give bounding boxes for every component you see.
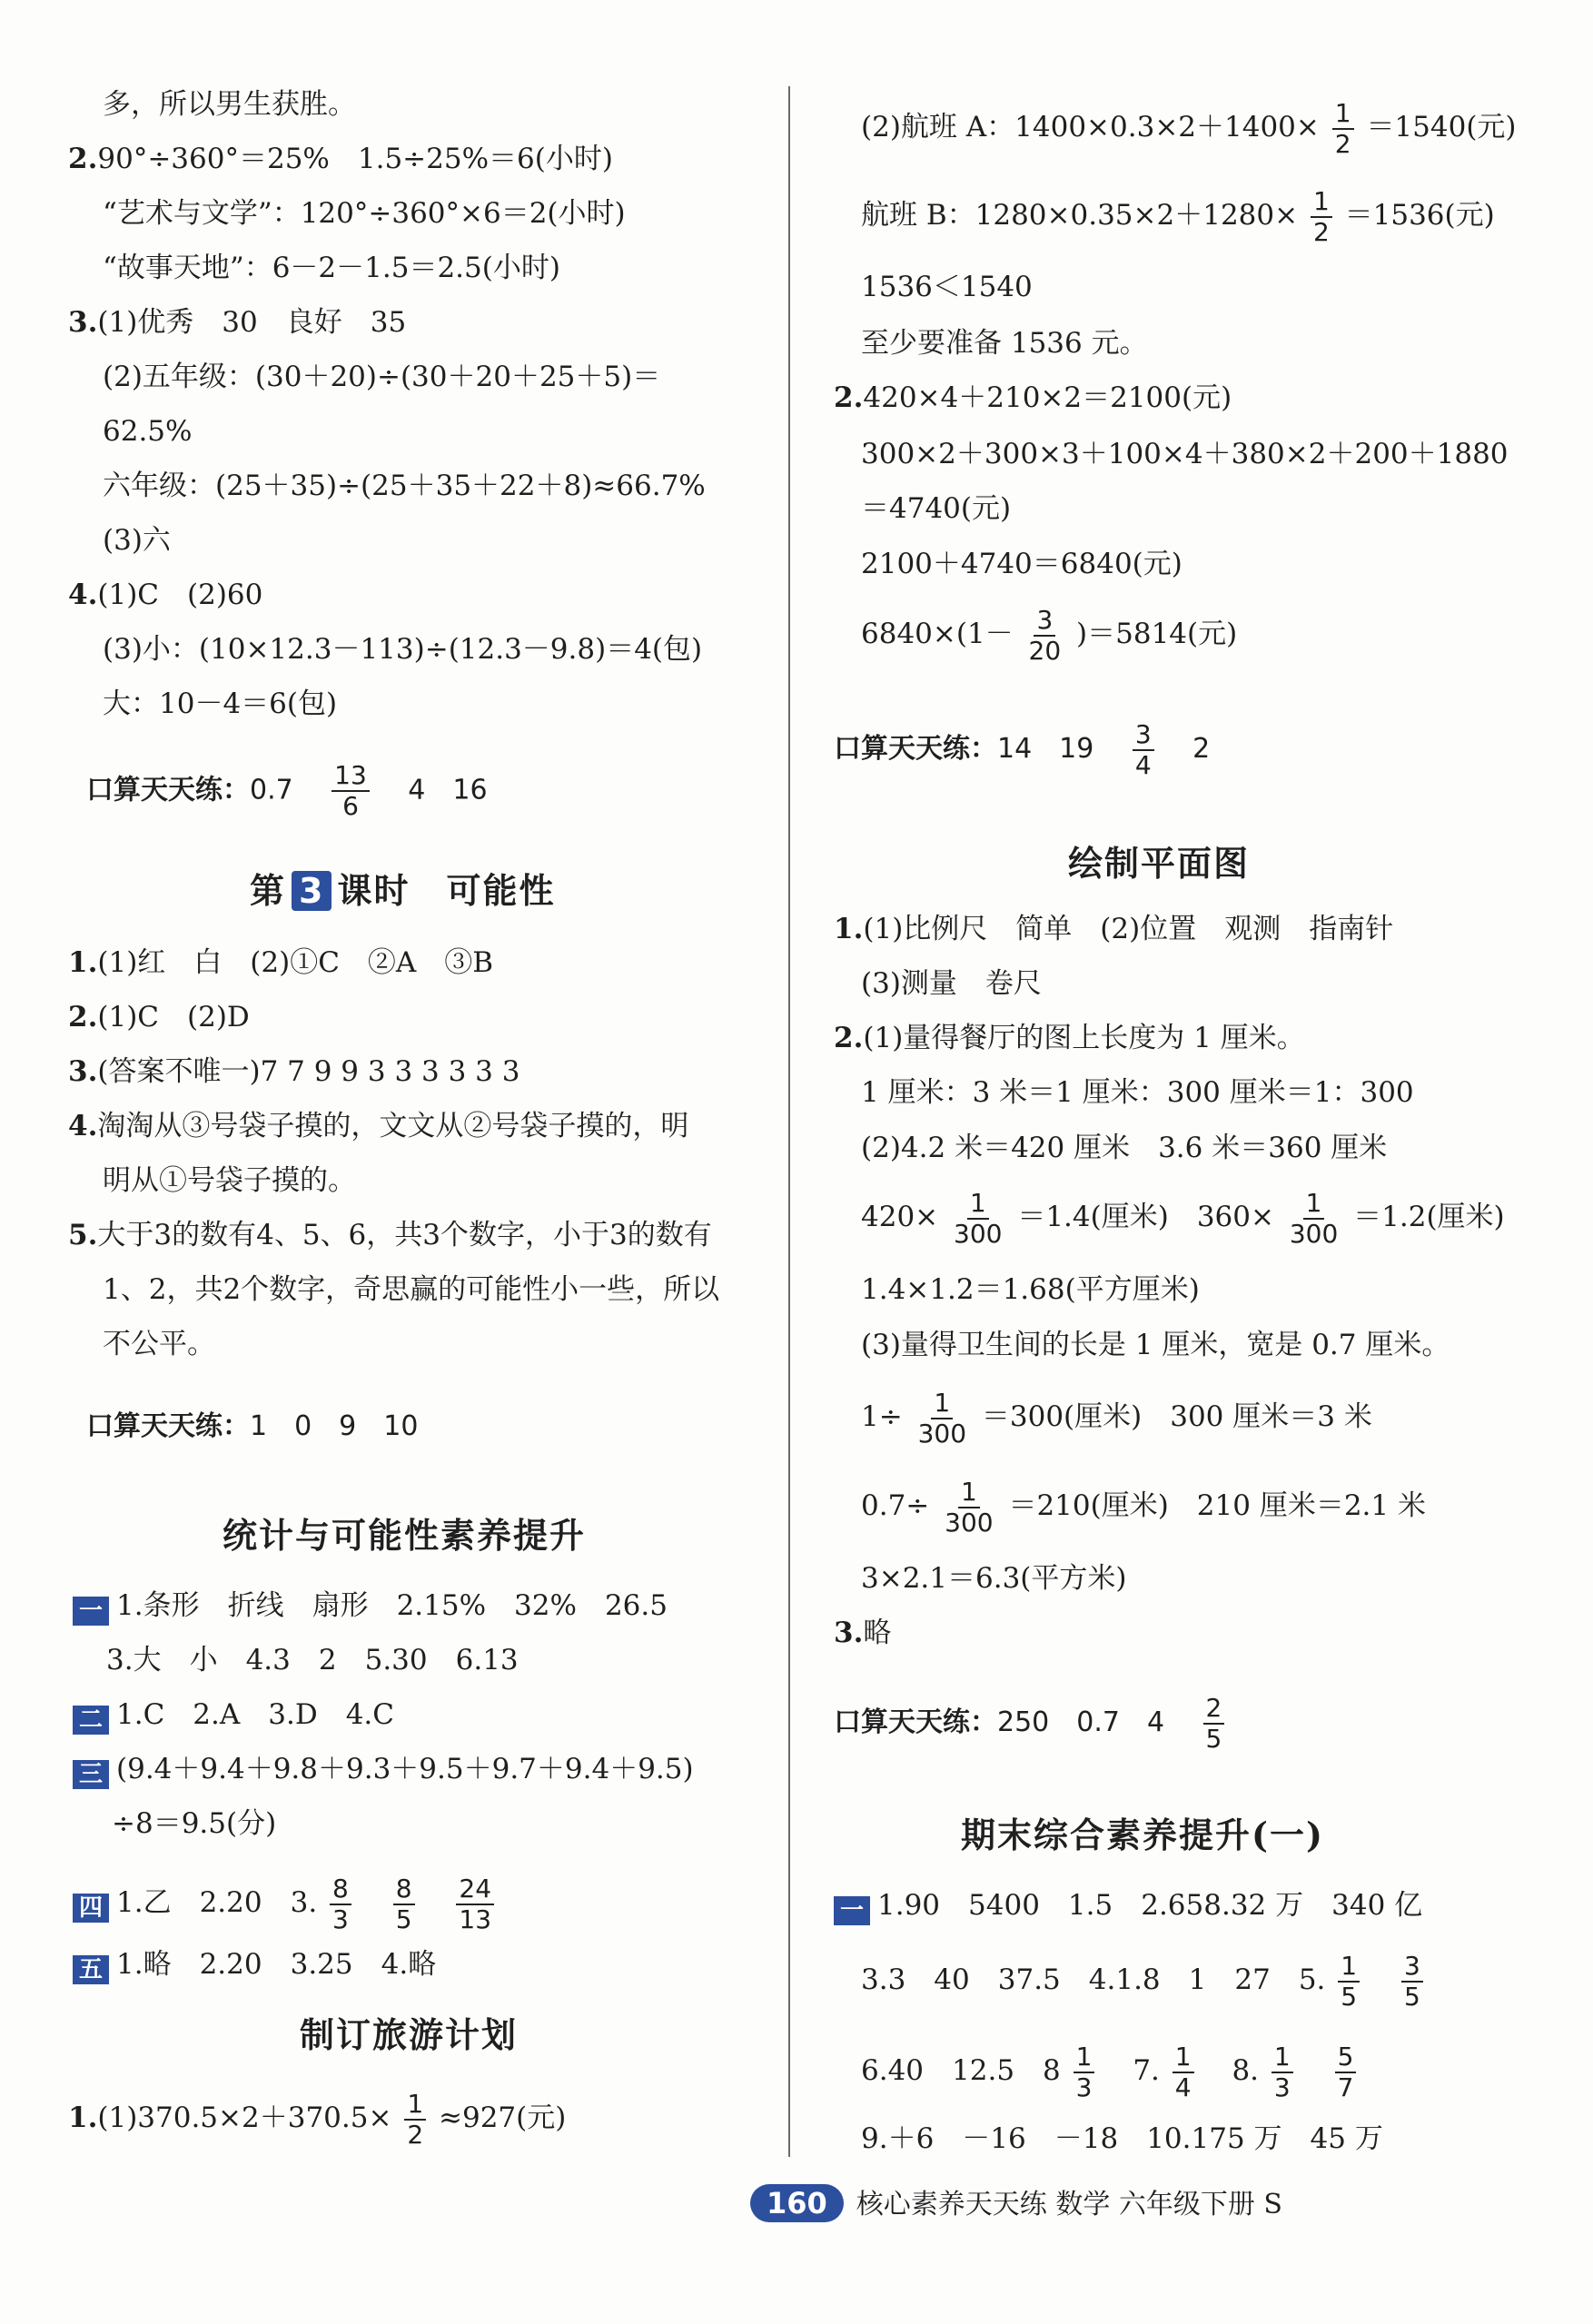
section-heading: 绘制平面图 [1068, 843, 1251, 884]
answer-line: (3)测量 卷尺 [861, 967, 1042, 1000]
fraction: $\frac{24}{13}$ [456, 1874, 494, 1934]
fraction: $\frac{1}{2}$ [1311, 187, 1332, 247]
answer-line: 2.90°÷360°＝25% 1.5÷25%＝6(小时) [68, 143, 613, 175]
answer-line: 1.(1)红 白 (2)①C ②A ③B [68, 946, 494, 979]
fraction: $\frac{1}{5}$ [1338, 1952, 1360, 2012]
fraction: $\frac{3}{4}$ [1133, 720, 1154, 780]
book-title: 核心素养天天练 数学 六年级下册 S [856, 2189, 1282, 2220]
answer-line: 300×2＋300×3＋100×4＋380×2＋200＋1880 [861, 438, 1509, 470]
section-heading: 制订旅游计划 [300, 2014, 519, 2055]
answer-line: 一 1.条形 折线 扇形 2.15% 32% 26.5 [73, 1585, 668, 1627]
mental-math-row: 口算天天练：14 19 $\frac{3}{4}$ 2 [834, 718, 1211, 780]
answer-line: 1.(1)370.5×2＋370.5× $\frac{1}{2}$ ≈927(元) [68, 2088, 567, 2150]
answer-line: (2)4.2 米＝420 厘米 3.6 米＝360 厘米 [861, 1132, 1388, 1164]
fraction: $\frac{8}{3}$ [330, 1874, 351, 1934]
page-number: 160 [750, 2184, 844, 2222]
answer-line: (2)五年级：(30＋20)÷(30＋20＋25＋5)＝ [103, 361, 661, 393]
answer-line: 2.420×4＋210×2＝2100(元) [834, 381, 1232, 414]
answer-line: 航班 B：1280×0.35×2＋1280× $\frac{1}{2}$ ＝1536(元) [861, 185, 1495, 247]
fraction: $\frac{1}{2}$ [404, 2090, 426, 2150]
answer-line: 一 1.90 5400 1.5 2.658.32 万 340 亿 [834, 1884, 1422, 1926]
answer-line: 4.淘淘从③号袋子摸的，文文从②号袋子摸的，明 [68, 1110, 689, 1142]
answer-line: 1 厘米：3 米＝1 厘米：300 厘米＝1：300 [861, 1076, 1414, 1109]
section-marker: 一 [834, 1896, 870, 1925]
section-marker: 一 [73, 1597, 109, 1626]
fraction: $\frac{1}{3}$ [1271, 2042, 1293, 2102]
answer-line: 1536＜1540 [861, 271, 1033, 303]
fraction: $\frac{1}{2}$ [1332, 99, 1354, 159]
answer-line: 1、2，共2个数字，奇思赢的可能性小一些，所以 [103, 1273, 720, 1306]
page-footer [750, 2181, 1282, 2222]
answer-line: 六年级：(25＋35)÷(25＋35＋22＋8)≈66.7% [103, 470, 706, 502]
column-divider [788, 86, 790, 2157]
fraction: $\frac{3}{20}$ [1028, 604, 1062, 666]
section-marker: 三 [73, 1760, 109, 1789]
fraction: $\frac{1}{4}$ [1172, 2042, 1194, 2102]
fraction: $\frac{8}{5}$ [393, 1874, 415, 1934]
answer-line: 明从①号袋子摸的。 [103, 1164, 356, 1197]
fraction: $\frac{1}{3}$ [1074, 2042, 1095, 2102]
answer-line: 3.(答案不唯一)7 7 9 9 3 3 3 3 3 3 [68, 1055, 520, 1088]
fraction: $\frac{3}{5}$ [1401, 1952, 1423, 2012]
answer-line: (3)量得卫生间的长是 1 厘米，宽是 0.7 厘米。 [861, 1329, 1450, 1361]
answer-line: “艺术与文学”：120°÷360°×6＝2(小时) [103, 197, 626, 230]
fraction: $\frac{13}{6}$ [331, 761, 370, 821]
section-heading: 统计与可能性素养提升 [223, 1515, 587, 1556]
fraction: $\frac{2}{5}$ [1203, 1694, 1225, 1754]
answer-line: 4.(1)C (2)60 [68, 579, 263, 611]
answer-line: 多，所以男生获胜。 [103, 88, 356, 121]
fraction: $\frac{5}{7}$ [1335, 2042, 1357, 2102]
answer-line: 3.略 [834, 1617, 892, 1649]
section-marker: 二 [73, 1706, 109, 1735]
answer-line: 420× $\frac{1}{300}$ ＝1.4(厘米) 360× $\frac{1}{300}$ ＝1.2(厘米) [861, 1187, 1505, 1249]
answer-line: 不公平。 [103, 1328, 215, 1360]
section-heading: 第 3 课时 可能性 [250, 870, 556, 911]
answer-line: (2)航班 A：1400×0.3×2＋1400× $\frac{1}{2}$ ＝1540(元) [861, 97, 1517, 159]
answer-line: (3)小：(10×12.3－113)÷(12.3－9.8)＝4(包) [103, 633, 703, 666]
answer-line: “故事天地”：6－2－1.5＝2.5(小时) [103, 252, 560, 284]
answer-line: 2.(1)C (2)D [68, 1001, 250, 1033]
section-marker: 五 [73, 1955, 109, 1984]
section-heading: 期末综合素养提升(一) [961, 1815, 1324, 1855]
fraction: $\frac{1}{300}$ [945, 1476, 994, 1538]
answer-line: (3)六 [103, 524, 171, 557]
answer-line: 9.＋6 －16 －18 10.175 万 45 万 [861, 2122, 1383, 2155]
answer-line: 3.(1)优秀 30 良好 35 [68, 306, 407, 339]
answer-line: 2.(1)量得餐厅的图上长度为 1 厘米。 [834, 1022, 1305, 1054]
answer-line: 大：10－4＝6(包) [103, 687, 338, 720]
answer-line: 1.(1)比例尺 简单 (2)位置 观测 指南针 [834, 913, 1394, 945]
answer-line: 5.大于3的数有4、5、6，共3个数字，小于3的数有 [68, 1219, 712, 1251]
fraction: $\frac{1}{300}$ [917, 1387, 967, 1449]
fraction: $\frac{1}{300}$ [954, 1187, 1003, 1249]
answer-line: 三 (9.4＋9.4＋9.8＋9.3＋9.5＋9.7＋9.4＋9.5) [73, 1748, 694, 1790]
answer-line: 0.7÷ $\frac{1}{300}$ ＝210(厘米) 210 厘米＝2.1 米 [861, 1476, 1426, 1538]
answer-line: 62.5% [103, 415, 193, 448]
fraction: $\frac{1}{300}$ [1289, 1187, 1339, 1249]
answer-line: 6840×(1－ $\frac{3}{20}$ )＝5814(元) [861, 604, 1238, 666]
mental-math-row: 口算天天练：1 0 9 10 [86, 1410, 419, 1442]
answer-line: 1÷ $\frac{1}{300}$ ＝300(厘米) 300 厘米＝3 米 [861, 1387, 1372, 1449]
answer-line: 3.3 40 37.5 4.1.8 1 27 5. $\frac{1}{5}$ $\frac{3}{5}$ [861, 1943, 1427, 2016]
answer-line: 四 1.乙 2.20 3. $\frac{8}{3}$ $\frac{8}{5}$ $\frac{24}{13}$ [73, 1866, 498, 1939]
answer-line: ＝4740(元) [861, 492, 1012, 525]
answer-line: 五 1.略 2.20 3.25 4.略 [73, 1943, 436, 1985]
answer-line: ÷8＝9.5(分) [112, 1807, 277, 1840]
mental-math-row: 口算天天练：250 0.7 4 $\frac{2}{5}$ [834, 1691, 1228, 1755]
answer-line: 2100＋4740＝6840(元) [861, 548, 1182, 580]
section-marker: 四 [73, 1894, 109, 1923]
answer-line: 至少要准备 1536 元。 [861, 327, 1148, 360]
answer-line: 3×2.1＝6.3(平方米) [861, 1562, 1127, 1595]
answer-line: 3.大 小 4.3 2 5.30 6.13 [106, 1644, 519, 1676]
mental-math-row: 口算天天练：0.7 $\frac{13}{6}$ 4 16 [86, 760, 488, 821]
answer-line: 1.4×1.2＝1.68(平方厘米) [861, 1273, 1200, 1306]
answer-line: 二 1.C 2.A 3.D 4.C [73, 1694, 394, 1736]
answer-line: 6.40 12.5 8 $\frac{1}{3}$ 7. $\frac{1}{4}$ 8. $\frac{1}{3}$ $\frac{5}{7}$ [861, 2034, 1360, 2107]
